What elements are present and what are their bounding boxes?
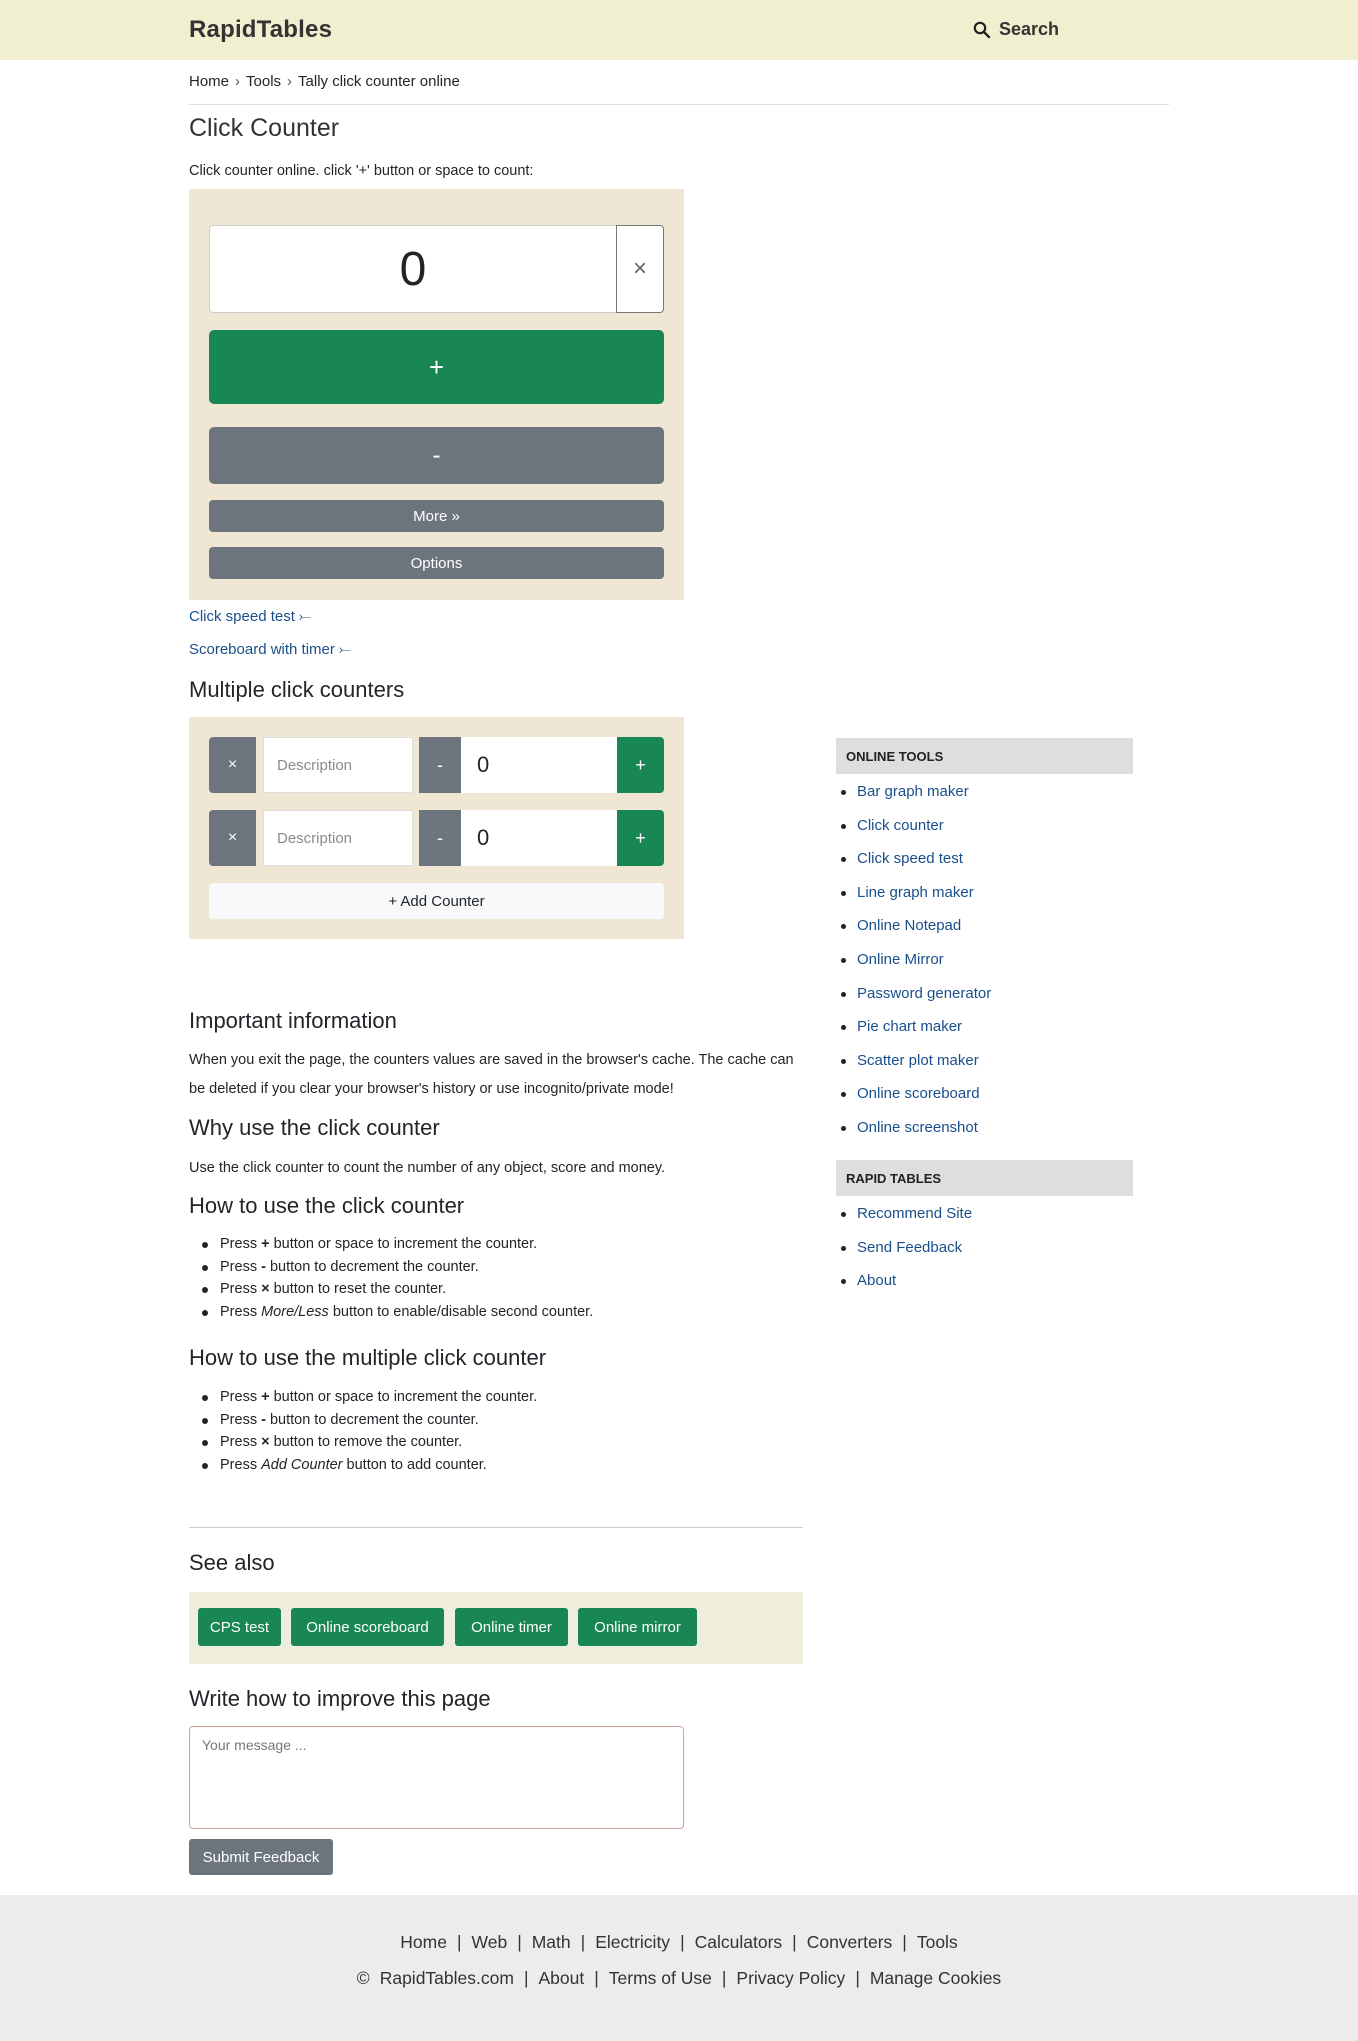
submit-feedback-button[interactable]: Submit Feedback [189,1839,333,1875]
row-counter-value[interactable]: 0 [461,810,617,866]
sidebar-item [836,1010,1133,1044]
feedback-textarea[interactable]: Your message ... [189,1726,684,1829]
counter-row [209,737,664,793]
decrement-button[interactable]: - [209,427,664,484]
search-icon [973,21,991,39]
list-item: Press - button to decrement the counter. [189,1256,809,1279]
sidebar-item [836,1077,1133,1111]
brand-logo[interactable]: RapidTables [189,16,333,43]
sidebar-link-scatter[interactable]: Scatter plot maker [857,1051,979,1069]
copyright-symbol: © [356,1968,370,1988]
row-counter-value[interactable]: 0 [461,737,617,793]
sidebar-link-about[interactable]: About [857,1272,897,1290]
see-also-heading: See also [189,1550,275,1575]
how-to-use-list [189,1233,809,1324]
footer-link-privacy[interactable]: Privacy Policy [736,1968,846,1988]
online-mirror-chip[interactable]: Online mirror [578,1608,697,1646]
breadcrumb-separator: › [287,73,293,90]
online-scoreboard-chip[interactable]: Online scoreboard [291,1608,444,1646]
sidebar-item [836,1111,1133,1145]
top-navbar [0,0,1358,60]
list-item: Press + button or space to increment the counter. [189,1233,809,1256]
page-title: Click Counter [189,114,340,142]
footer-link-rapidtables[interactable]: RapidTables.com [379,1968,514,1988]
footer-link-calculators[interactable]: Calculators [694,1932,783,1952]
sidebar-item [836,1231,1133,1265]
sidebar-link-recommend[interactable]: Recommend Site [857,1205,973,1222]
sidebar-link-line-graph[interactable]: Line graph maker [857,883,974,901]
sidebar-item [836,1044,1133,1078]
sidebar-item [836,943,1133,977]
feedback-heading: Write how to improve this page [189,1686,491,1711]
section-divider [189,1527,803,1528]
more-button[interactable]: More » [209,500,664,532]
how-to-use-multiple-list [189,1386,809,1477]
sidebar-link-password[interactable]: Password generator [857,984,992,1002]
sidebar-item [836,1264,1133,1298]
breadcrumb-separator: › [235,73,241,90]
list-item: Press + button or space to increment the counter. [189,1386,809,1409]
row-increment-button[interactable]: + [617,810,664,866]
list-item: Press × button to reset the counter. [189,1278,809,1301]
important-info-heading: Important information [189,1008,397,1033]
footer-link-web[interactable]: Web [471,1932,508,1952]
options-button[interactable]: Options [209,547,664,579]
row-decrement-button[interactable]: - [419,810,461,866]
sidebar-link-mirror[interactable]: Online Mirror [857,950,944,968]
breadcrumb [189,73,1169,105]
online-timer-chip[interactable]: Online timer [455,1608,568,1646]
sidebar-link-click-speed[interactable]: Click speed test [857,850,963,868]
remove-counter-button[interactable]: × [209,737,256,793]
row-increment-button[interactable]: + [617,737,664,793]
sidebar-item [836,909,1133,943]
row-decrement-button[interactable]: - [419,737,461,793]
sidebar-link-bar-graph[interactable]: Bar graph maker [857,783,969,800]
breadcrumb-home[interactable]: Home [189,73,230,90]
click-speed-test-link[interactable]: Click speed test ⤚ [189,608,312,625]
counter-display: 0 [209,225,617,313]
remove-counter-button[interactable]: × [209,810,256,866]
sidebar-item [836,876,1133,910]
list-item: Press - button to decrement the counter. [189,1409,809,1432]
why-use-heading: Why use the click counter [189,1115,440,1140]
why-use-text: Use the click counter to count the number of any object, score and money. [189,1160,666,1176]
sidebar-item [836,842,1133,876]
sidebar-link-scoreboard[interactable]: Online scoreboard [857,1085,980,1103]
counter-row [209,810,664,866]
add-counter-button[interactable]: + Add Counter [209,883,664,919]
online-tools-list [836,775,1133,1145]
important-info-text: When you exit the page, the counters values are saved in the browser's cache. The cache can be deleted if you clear your browser's history or use incognito/private mode! [189,1052,794,1097]
rapid-tables-list [836,1197,1133,1298]
sidebar-link-click-counter[interactable]: Click counter [857,816,944,834]
footer-link-converters[interactable]: Converters [806,1932,893,1952]
footer-legal: © RapidTables.com | About | Terms of Use | Privacy Policy | Manage Cookies [356,1968,1002,1988]
footer-link-about[interactable]: About [538,1968,585,1988]
sidebar-link-send-feedback[interactable]: Send Feedback [857,1238,963,1256]
breadcrumb-current: Tally click counter online [298,73,460,90]
see-also-panel [189,1592,803,1664]
online-tools-heading: ONLINE TOOLS [836,738,1133,774]
scoreboard-link[interactable]: Scoreboard with timer ⤚ [189,641,352,658]
list-item: Press Add Counter button to add counter. [189,1454,809,1477]
footer-link-electricity[interactable]: Electricity [595,1932,671,1952]
footer-nav: Home | Web | Math | Electricity | Calculators | Converters | Tools [400,1932,958,1952]
sidebar-item [836,977,1133,1011]
description-input[interactable]: Description [263,737,413,793]
cps-test-chip[interactable]: CPS test [198,1608,281,1646]
how-to-use-multiple-heading: How to use the multiple click counter [189,1345,547,1370]
sidebar-link-screenshot[interactable]: Online screenshot [857,1118,978,1136]
sidebar-item [836,809,1133,843]
sidebar-link-pie-chart[interactable]: Pie chart maker [857,1018,963,1036]
footer-link-terms[interactable]: Terms of Use [608,1968,712,1988]
sidebar-item [836,1197,1133,1231]
increment-button[interactable]: + [209,330,664,404]
footer-link-math[interactable]: Math [531,1932,571,1952]
multiple-counters-panel [189,717,684,939]
search-button[interactable] [973,19,1059,40]
sidebar-link-notepad[interactable]: Online Notepad [857,917,962,935]
click-counter-panel [189,189,684,600]
page-intro: Click counter online. click '+' button or space to count: [189,163,534,179]
multiple-counters-heading: Multiple click counters [189,677,405,702]
sidebar-item [836,775,1133,809]
reset-button[interactable]: × [616,225,664,313]
list-item: Press More/Less button to enable/disable second counter. [189,1301,809,1324]
rapid-tables-heading: RAPID TABLES [836,1160,1133,1196]
footer-link-tools[interactable]: Tools [916,1932,958,1952]
search-label: Search [999,19,1060,39]
footer [0,1895,1358,2041]
how-to-use-heading: How to use the click counter [189,1193,465,1218]
description-input[interactable]: Description [263,810,413,866]
footer-link-cookies[interactable]: Manage Cookies [869,1968,1002,1988]
footer-link-home[interactable]: Home [400,1932,447,1952]
breadcrumb-tools[interactable]: Tools [246,73,282,90]
list-item: Press × button to remove the counter. [189,1431,809,1454]
